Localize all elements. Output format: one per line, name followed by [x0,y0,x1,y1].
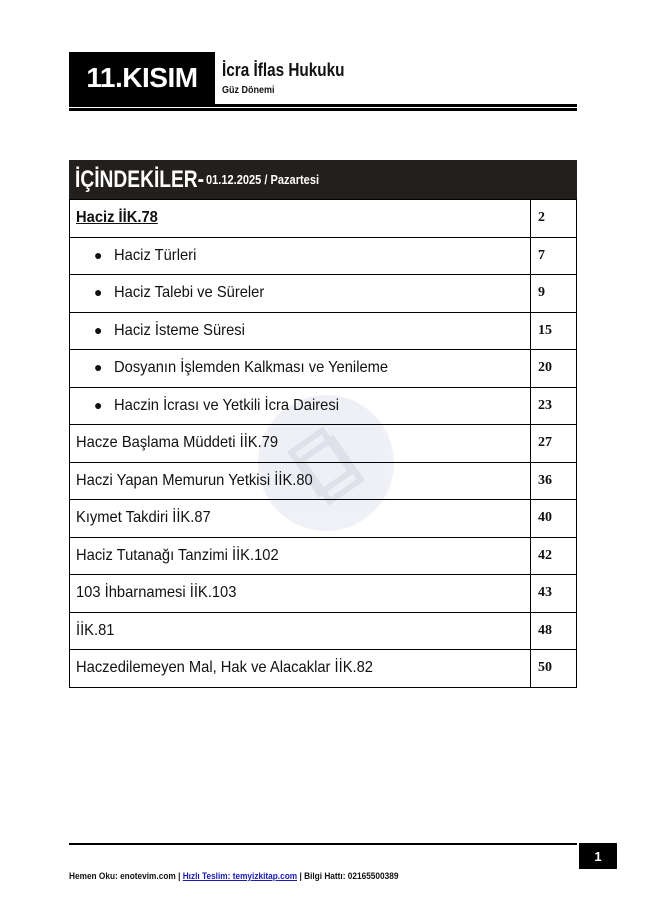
document-subtitle: Güz Dönemi [222,85,275,96]
toc-row[interactable] [70,462,577,500]
toc-table [69,199,577,688]
toc-entry-label: Haciz İİK.78 [70,200,531,238]
toc-header [69,160,577,199]
bullet-icon: ● [94,246,103,263]
toc-entry-page: 43 [531,575,577,613]
toc-row[interactable] [70,425,577,463]
toc-row[interactable] [70,350,577,388]
toc-entry-label: ● Haciz İsteme Süresi [70,312,531,350]
table-of-contents [69,160,577,688]
toc-row[interactable] [70,237,577,275]
toc-row[interactable] [70,650,577,688]
toc-entry-label: Kıymet Takdiri İİK.87 [70,500,531,538]
toc-entry-label: ● Haciz Türleri [70,237,531,275]
toc-entry-label: Hacze Başlama Müddeti İİK.79 [70,425,531,463]
document-title: İcra İflas Hukuku [222,60,345,80]
toc-entry-page: 23 [531,387,577,425]
footer-text [69,871,398,881]
toc-entry-page: 9 [531,275,577,313]
toc-entry-page: 50 [531,650,577,688]
toc-row[interactable] [70,537,577,575]
toc-row[interactable] [70,387,577,425]
toc-entry-label: Haczi Yapan Memurun Yetkisi İİK.80 [70,462,531,500]
footer-rule [69,843,577,845]
page-number: 1 [594,848,602,864]
toc-entry-page: 20 [531,350,577,388]
toc-date: 01.12.2025 / Pazartesi [206,172,320,187]
toc-entry-page: 15 [531,312,577,350]
toc-entry-label: ● Haczin İcrası ve Yetkili İcra Dairesi [70,387,531,425]
footer-separator: | [178,871,181,881]
toc-entry-label: Haczedilemeyen Mal, Hak ve Alacaklar İİK.82 [70,650,531,688]
footer-hotline: Bilgi Hattı: 02165500389 [304,871,399,881]
toc-entry-label: ● Dosyanın İşlemden Kalkması ve Yenileme [70,350,531,388]
toc-entry-page: 36 [531,462,577,500]
footer-read-now: Hemen Oku: enotevim.com [69,871,176,881]
toc-row[interactable] [70,612,577,650]
bullet-icon: ● [94,359,103,376]
toc-entry-page: 40 [531,500,577,538]
toc-row[interactable] [70,575,577,613]
toc-entry-page: 2 [531,200,577,238]
toc-entry-label: İİK.81 [70,612,531,650]
section-label-box [69,52,215,104]
toc-row[interactable] [70,275,577,313]
bullet-icon: ● [94,396,103,413]
page-number-box [579,843,617,869]
toc-entry-page: 48 [531,612,577,650]
toc-entry-label: ● Haciz Talebi ve Süreler [70,275,531,313]
header-rule-top [69,104,577,107]
toc-heading: İÇİNDEKİLER- [75,165,205,193]
toc-entry-label: 103 İhbarnamesi İİK.103 [70,575,531,613]
footer-fast-delivery-link[interactable]: Hızlı Teslim: temyizkitap.com [182,871,298,881]
header-rule-bottom [69,108,577,111]
toc-entry-page: 7 [531,237,577,275]
toc-row[interactable] [70,200,577,238]
toc-entry-label: Haciz Tutanağı Tanzimi İİK.102 [70,537,531,575]
section-label: 11.KISIM [86,62,198,93]
toc-row[interactable] [70,500,577,538]
toc-row[interactable] [70,312,577,350]
bullet-icon: ● [94,284,103,301]
bullet-icon: ● [94,321,103,338]
toc-entry-page: 27 [531,425,577,463]
toc-entry-page: 42 [531,537,577,575]
footer-separator: | [299,871,302,881]
